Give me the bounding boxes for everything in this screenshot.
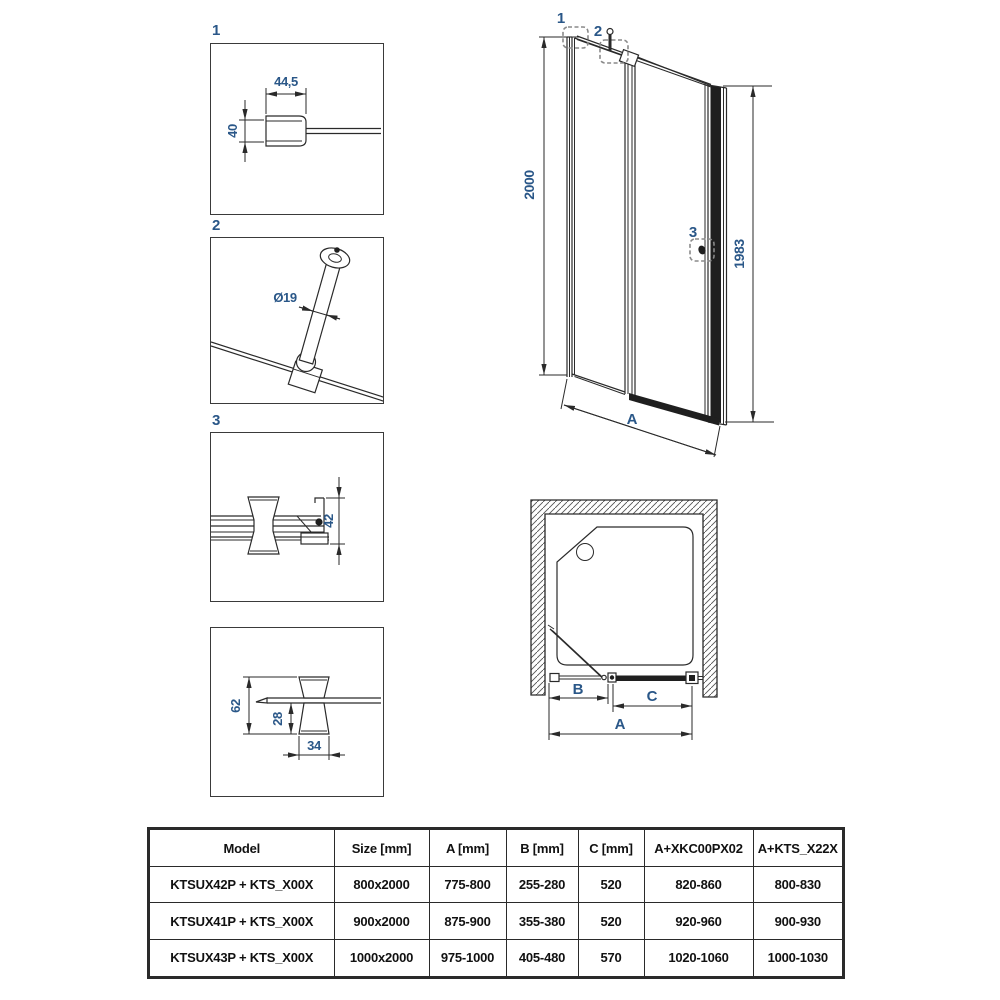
cell-model: KTSUX42P + KTS_X00X [149, 867, 334, 903]
table-row [149, 867, 843, 903]
marker-3-label: 3 [688, 224, 698, 241]
detail-3-drawing [211, 433, 383, 601]
detail-3-number: 3 [212, 412, 221, 429]
dim-44-5: 44,5 [274, 74, 298, 89]
spec-table [148, 828, 844, 978]
cell-size: 1000x2000 [334, 939, 429, 977]
support-bar-tube [299, 257, 341, 364]
cell-model: KTSUX43P + KTS_X00X [149, 939, 334, 977]
elevation-view [515, 5, 805, 465]
cell-xkc: 820-860 [644, 867, 753, 903]
screw-head [334, 247, 340, 253]
cell-model: KTSUX41P + KTS_X00X [149, 903, 334, 939]
dim-42: 42 [321, 514, 336, 528]
detail-1-drawing [211, 44, 383, 214]
cell-a: 775-800 [429, 867, 506, 903]
col-header-c: C [mm] [578, 829, 644, 867]
cell-c: 570 [578, 939, 644, 977]
cell-a: 975-1000 [429, 939, 506, 977]
right-wall-profile [711, 86, 722, 424]
detail-1-number: 1 [212, 22, 221, 39]
detail-3-knob-front [210, 432, 384, 602]
marker-2-label: 2 [593, 23, 603, 40]
col-header-size: Size [mm] [334, 829, 429, 867]
cell-c: 520 [578, 903, 644, 939]
cell-xkc: 1020-1060 [644, 939, 753, 977]
cell-c: 520 [578, 867, 644, 903]
cell-kts: 800-830 [753, 867, 843, 903]
detail-2-support-bar [210, 237, 384, 404]
detail-2-number: 2 [212, 217, 221, 234]
cell-b: 355-380 [506, 903, 578, 939]
dim-62: 62 [228, 699, 243, 713]
dim-34: 34 [307, 738, 321, 753]
table-row [149, 903, 843, 939]
cell-b: 255-280 [506, 867, 578, 903]
col-header-a: A [mm] [429, 829, 506, 867]
dim-c: C [646, 688, 658, 705]
cell-a: 875-900 [429, 903, 506, 939]
marker-1-label: 1 [556, 10, 566, 27]
cell-xkc: 920-960 [644, 903, 753, 939]
dim-a-elevation: A [626, 411, 638, 428]
dim-40: 40 [225, 124, 240, 138]
col-header-xkc: A+XKC00PX02 [644, 829, 753, 867]
detail-4-knob-side [210, 627, 384, 797]
detail-2-drawing [211, 238, 383, 403]
dim-a-plan: A [614, 716, 626, 733]
detail-4-drawing [211, 628, 383, 796]
dim-b: B [572, 681, 584, 698]
plan-view [525, 490, 730, 750]
fixed-panel-plan [616, 676, 686, 682]
table-row [149, 939, 843, 977]
support-bar [577, 36, 711, 85]
cell-kts: 1000-1030 [753, 939, 843, 977]
dim-28: 28 [270, 712, 285, 726]
dim-diameter-19: Ø19 [273, 290, 297, 305]
knob-bottom-cap [299, 703, 329, 734]
cell-size: 900x2000 [334, 903, 429, 939]
cell-kts: 900-930 [753, 903, 843, 939]
col-header-kts: A+KTS_X22X [753, 829, 843, 867]
col-header-model: Model [149, 829, 334, 867]
detail-1-wall-profile [210, 43, 384, 215]
cell-size: 800x2000 [334, 867, 429, 903]
cell-b: 405-480 [506, 939, 578, 977]
dim-2000: 2000 [521, 170, 537, 200]
dim-1983: 1983 [731, 239, 747, 269]
col-header-b: B [mm] [506, 829, 578, 867]
wall-profile-plan [550, 674, 559, 682]
table-header-row [149, 829, 843, 867]
